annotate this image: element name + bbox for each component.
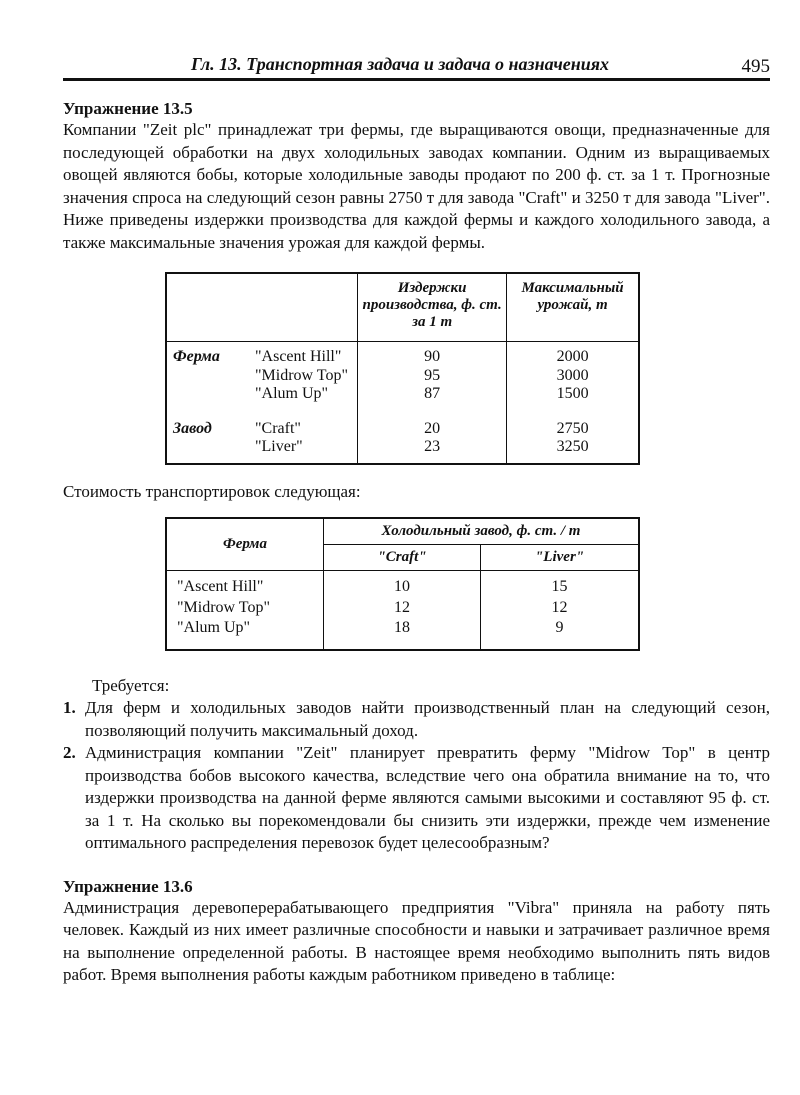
farm-cell: "Midrow Top" (177, 598, 270, 616)
col-header-farm: Ферма (166, 518, 324, 571)
col-header-cost: Издержки производства, ф. ст. за 1 т (358, 273, 507, 342)
row-name: "Ascent Hill" (255, 348, 342, 365)
page-number: 495 (741, 56, 770, 77)
exercise-13-5-heading: Упражнение 13.5 (63, 99, 193, 118)
craft-cell: 18 (324, 618, 481, 639)
task-item (63, 742, 770, 855)
col-header-plant: Холодильный завод, ф. ст. / т (324, 518, 640, 545)
task-number: 1. (63, 698, 76, 717)
exercise-13-6-intro: Администрация деревоперерабатывающего предприятия "Vibra" приняла на работу пять человек. Каждый из них имеет различные способности и навыки и затрачивает различное время на выполнение определенной работы. В настоящее время необходимо выполнить пять видов работ. Время выполнения работы каждым работником приведено в таблице: (63, 897, 770, 984)
table-row (166, 348, 639, 367)
craft-cell: 12 (324, 598, 481, 619)
cost-cell: 23 (358, 438, 507, 457)
liver-cell: 15 (481, 577, 639, 598)
production-table (165, 272, 640, 465)
task-item (63, 697, 770, 742)
task-number: 2. (63, 743, 76, 762)
liver-cell: 9 (481, 618, 639, 639)
table-row (166, 577, 639, 598)
farm-cell: "Alum Up" (177, 619, 251, 636)
table-row (166, 385, 639, 404)
max-cell: 1500 (507, 385, 639, 404)
table-row (166, 438, 639, 457)
required-label: Требуется: (92, 675, 170, 695)
chapter-title: Гл. 13. Транспортная задача и задача о назначениях (191, 54, 610, 74)
task-list (63, 697, 770, 855)
craft-cell: 10 (324, 577, 481, 598)
table-row (166, 598, 639, 619)
row-name: "Alum Up" (255, 385, 329, 402)
running-header (63, 52, 770, 81)
col-header-max: Максимальный урожай, т (507, 273, 639, 342)
exercise-13-5-intro: Компании "Zeit plc" принадлежат три фермы, где выращиваются овощи, предназначенные для последующей обработки на двух холодильных заводах компании. Одним из выращиваемых овощей являются бобы, которые холодильные заводы продают по 200 ф. ст. за 1 т. Прогнозные значения спроса на следующий сезон равны 2750 т для завода "Craft" и 3250 т для завода "Liver". Ниже приведены издержки производства для каждой фермы и каждого холодильного завода, а также максимальные значения урожая для каждой фермы. (63, 120, 770, 252)
cost-cell: 20 (358, 420, 507, 439)
exercise-13-6-heading: Упражнение 13.6 (63, 876, 193, 896)
table-row (166, 618, 639, 639)
cost-cell: 87 (358, 385, 507, 404)
task-text: Администрация компании "Zeit" планирует превратить ферму "Midrow Top" в центр производства бобов высокого качества, вследствие чего она обратила внимание на то, что издержки производства на данной ферме являются самыми высокими и составляют 95 ф. ст. за 1 т. На сколько вы порекомендовали бы снизить эти издержки, прежде чем изменение оптимального распределения перевозок будет целесообразным? (85, 743, 770, 852)
task-text: Для ферм и холодильных заводов найти производственный план на следующий сезон, позволяющий получить максимальный доход. (85, 698, 770, 740)
table-row (166, 367, 639, 386)
group-label: Ферма (173, 348, 220, 365)
group-label: Завод (173, 419, 212, 437)
liver-cell: 12 (481, 598, 639, 619)
col-header-craft: "Craft" (324, 545, 481, 571)
max-cell: 2000 (507, 348, 639, 367)
max-cell: 2750 (507, 420, 639, 439)
row-name: "Midrow Top" (255, 366, 348, 384)
cost-cell: 95 (358, 367, 507, 386)
table-row (166, 420, 639, 439)
max-cell: 3250 (507, 438, 639, 457)
transport-cost-table (165, 517, 640, 651)
farm-cell: "Ascent Hill" (177, 578, 264, 595)
row-name: "Liver" (255, 438, 303, 455)
max-cell: 3000 (507, 367, 639, 386)
cost-cell: 90 (358, 348, 507, 367)
row-name: "Craft" (255, 419, 301, 437)
col-header-liver: "Liver" (481, 545, 639, 571)
transport-intro: Стоимость транспортировок следующая: (63, 481, 361, 501)
